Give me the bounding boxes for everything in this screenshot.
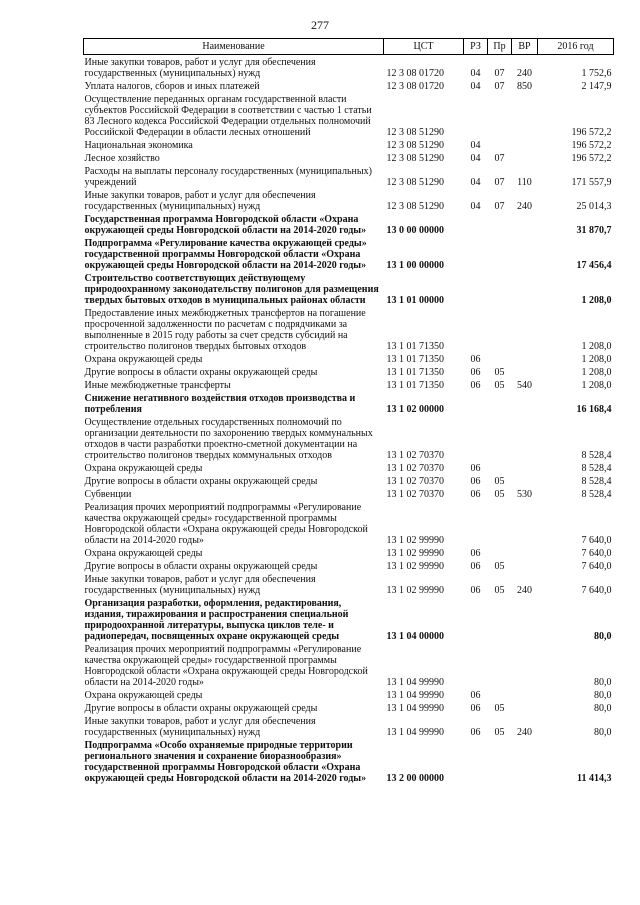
row-vr: 110 <box>517 177 532 188</box>
row-pr <box>488 738 512 784</box>
row-rz: 04 <box>470 153 481 164</box>
table-row <box>84 212 614 236</box>
row-cst: 13 1 02 70370 <box>386 476 444 487</box>
row-pr <box>488 415 512 461</box>
row-amount: 2 147,9 <box>581 81 612 92</box>
row-name: Осуществление переданных органам государственной власти субъектов Российской Федерации в соответствии с частью 1 статьи 83 Лесного кодекса Российской Федерации отдельных полномочий Российской Федерации в области лесных отношений <box>84 94 372 138</box>
row-amount: 8 528,4 <box>581 450 612 461</box>
row-vr <box>512 500 538 546</box>
row-name: Другие вопросы в области охраны окружающей среды <box>84 561 318 572</box>
row-pr <box>488 642 512 688</box>
row-vr <box>512 559 538 572</box>
table-row <box>84 415 614 461</box>
row-cst: 13 1 01 00000 <box>386 295 444 306</box>
table-row <box>84 352 614 365</box>
row-amount: 196 572,2 <box>571 127 612 138</box>
row-pr <box>488 271 512 306</box>
row-vr <box>512 596 538 642</box>
row-rz: 06 <box>470 367 481 378</box>
table-row <box>84 92 614 138</box>
col-header-year: 2016 год <box>538 39 614 55</box>
row-amount: 7 640,0 <box>581 561 612 572</box>
row-vr <box>512 212 538 236</box>
row-name: Охрана окружающей среды <box>84 463 203 474</box>
table-row <box>84 188 614 212</box>
row-cst: 13 1 01 71350 <box>386 367 444 378</box>
table-row <box>84 236 614 271</box>
row-rz: 06 <box>470 690 481 701</box>
row-cst: 12 3 08 51290 <box>386 127 444 138</box>
page-number: 277 <box>311 18 329 32</box>
row-pr <box>488 92 512 138</box>
row-cst: 13 0 00 00000 <box>386 225 444 236</box>
row-amount: 80,0 <box>594 690 612 701</box>
row-rz <box>464 500 488 546</box>
table-row <box>84 572 614 596</box>
row-rz <box>464 391 488 415</box>
row-cst: 13 1 01 71350 <box>386 354 444 365</box>
row-amount: 31 870,7 <box>576 225 612 236</box>
row-amount: 196 572,2 <box>571 140 612 151</box>
table-row <box>84 487 614 500</box>
table-row <box>84 164 614 188</box>
row-cst: 13 1 01 71350 <box>386 341 444 352</box>
row-vr <box>512 461 538 474</box>
row-amount: 8 528,4 <box>581 476 612 487</box>
row-rz: 06 <box>470 476 481 487</box>
row-vr <box>512 415 538 461</box>
row-amount: 1 208,0 <box>581 295 612 306</box>
row-pr: 05 <box>494 380 505 391</box>
row-cst: 12 3 08 01720 <box>386 68 444 79</box>
row-name: Государственная программа Новгородской области «Охрана окружающей среды Новгородской области на 2014-2020 годы» <box>84 214 367 236</box>
row-amount: 7 640,0 <box>581 535 612 546</box>
row-amount: 16 168,4 <box>576 404 612 415</box>
table-row <box>84 391 614 415</box>
col-header-rz: РЗ <box>464 39 488 55</box>
col-header-cst: ЦСТ <box>384 39 464 55</box>
row-vr <box>512 474 538 487</box>
row-rz: 06 <box>470 703 481 714</box>
row-pr: 05 <box>494 703 505 714</box>
row-vr <box>512 642 538 688</box>
row-vr <box>512 546 538 559</box>
row-vr <box>512 352 538 365</box>
row-name: Другие вопросы в области охраны окружающей среды <box>84 367 318 378</box>
row-pr: 07 <box>494 153 505 164</box>
row-rz: 04 <box>470 177 481 188</box>
row-pr <box>488 236 512 271</box>
row-name: Другие вопросы в области охраны окружающей среды <box>84 703 318 714</box>
row-pr: 05 <box>494 727 505 738</box>
row-cst: 13 1 02 99990 <box>386 561 444 572</box>
row-name: Предоставление иных межбюджетных трансфертов на погашение просроченной задолженности по расчетам с подрядчиками за выполненные в 2015 году работы за счет средств субсидий на строительство полигонов твердых бытовых отходов <box>84 308 366 352</box>
row-name: Иные межбюджетные трансферты <box>84 380 231 391</box>
table-row <box>84 55 614 80</box>
row-pr: 07 <box>494 201 505 212</box>
row-pr <box>488 596 512 642</box>
col-header-vr: ВР <box>512 39 538 55</box>
row-name: Иные закупки товаров, работ и услуг для обеспечения государственных (муниципальных) нужд <box>84 57 316 79</box>
row-amount: 80,0 <box>594 631 612 642</box>
row-pr <box>488 500 512 546</box>
row-vr <box>512 688 538 701</box>
row-name: Организация разработки, оформления, редактирования, издания, тиражирования и распространения специальной природоохранной литературы, выпуска циклов теле- и радиопередач, посвященных охране окружающей среды <box>84 598 349 642</box>
row-rz: 04 <box>470 140 481 151</box>
row-vr <box>512 236 538 271</box>
row-vr <box>512 92 538 138</box>
row-amount: 7 640,0 <box>581 548 612 559</box>
row-pr: 07 <box>494 177 505 188</box>
row-amount: 1 208,0 <box>581 354 612 365</box>
table-row <box>84 378 614 391</box>
row-name: Иные закупки товаров, работ и услуг для обеспечения государственных (муниципальных) нужд <box>84 574 316 596</box>
row-name: Подпрограмма «Регулирование качества окружающей среды» государственной программы Новгородской области «Охрана окружающей среды Новгородской области на 2014-2020 годы» <box>84 238 367 271</box>
row-amount: 1 208,0 <box>581 380 612 391</box>
row-vr <box>512 365 538 378</box>
row-name: Охрана окружающей среды <box>84 354 203 365</box>
row-amount: 7 640,0 <box>581 585 612 596</box>
row-name: Субвенции <box>84 489 132 500</box>
table-row <box>84 688 614 701</box>
row-name: Осуществление отдельных государственных полномочий по организации деятельности по захоронению твердых коммунальных отходов в части разработки проектно-сметной документации на строительство полигонов твердых коммунальных отходов <box>84 417 373 461</box>
col-header-name: Наименование <box>84 39 384 55</box>
row-name: Реализация прочих мероприятий подпрограммы «Регулирование качества окружающей среды» государственной программы Новгородской области «Охрана окружающей среды Новгородской области на 2014-2020 годы» <box>84 502 368 546</box>
row-pr <box>488 391 512 415</box>
table-row <box>84 500 614 546</box>
row-vr <box>512 306 538 352</box>
row-amount: 80,0 <box>594 703 612 714</box>
row-name: Охрана окружающей среды <box>84 548 203 559</box>
row-amount: 80,0 <box>594 677 612 688</box>
row-name: Охрана окружающей среды <box>84 690 203 701</box>
row-name: Лесное хозяйство <box>84 153 160 164</box>
row-rz: 06 <box>470 463 481 474</box>
table-row <box>84 306 614 352</box>
row-vr <box>512 701 538 714</box>
row-pr: 05 <box>494 367 505 378</box>
row-vr <box>512 271 538 306</box>
row-cst: 13 1 04 99990 <box>386 690 444 701</box>
row-cst: 13 1 02 70370 <box>386 489 444 500</box>
row-cst: 13 1 01 71350 <box>386 380 444 391</box>
row-pr: 07 <box>494 81 505 92</box>
row-amount: 80,0 <box>594 727 612 738</box>
row-cst: 13 1 04 99990 <box>386 727 444 738</box>
row-amount: 1 208,0 <box>581 341 612 352</box>
table-header-row <box>84 39 614 55</box>
budget-table <box>83 38 614 784</box>
table-row <box>84 474 614 487</box>
table-row <box>84 271 614 306</box>
row-amount: 25 014,3 <box>576 201 612 212</box>
row-rz <box>464 306 488 352</box>
row-rz: 04 <box>470 68 481 79</box>
row-vr <box>512 738 538 784</box>
row-pr: 05 <box>494 476 505 487</box>
row-cst: 13 1 02 70370 <box>386 450 444 461</box>
row-cst: 13 1 02 00000 <box>386 404 444 415</box>
row-amount: 196 572,2 <box>571 153 612 164</box>
row-amount: 11 414,3 <box>577 773 612 784</box>
row-vr <box>512 151 538 164</box>
row-amount: 8 528,4 <box>581 489 612 500</box>
row-rz <box>464 596 488 642</box>
row-pr: 05 <box>494 561 505 572</box>
row-rz: 06 <box>470 727 481 738</box>
row-rz: 06 <box>470 561 481 572</box>
row-rz: 06 <box>470 354 481 365</box>
table-row <box>84 138 614 151</box>
row-cst: 12 3 08 51290 <box>386 140 444 151</box>
row-pr <box>488 138 512 151</box>
row-cst: 12 3 08 01720 <box>386 81 444 92</box>
col-header-pr: Пр <box>488 39 512 55</box>
row-cst: 13 1 02 99990 <box>386 585 444 596</box>
table-row <box>84 461 614 474</box>
row-name: Расходы на выплаты персоналу государственных (муниципальных) учреждений <box>84 166 372 188</box>
table-row <box>84 546 614 559</box>
table-row <box>84 738 614 784</box>
row-rz: 06 <box>470 489 481 500</box>
row-amount: 1 752,6 <box>581 68 612 79</box>
row-vr: 540 <box>517 380 532 391</box>
table-row <box>84 642 614 688</box>
row-pr: 05 <box>494 489 505 500</box>
row-cst: 13 1 02 99990 <box>386 535 444 546</box>
row-rz: 04 <box>470 81 481 92</box>
row-amount: 1 208,0 <box>581 367 612 378</box>
row-vr <box>512 138 538 151</box>
row-rz <box>464 642 488 688</box>
row-name: Реализация прочих мероприятий подпрограммы «Регулирование качества окружающей среды» государственной программы Новгородской области «Охрана окружающей среды Новгородской области на 2014-2020 годы» <box>84 644 368 688</box>
row-vr: 530 <box>517 489 532 500</box>
row-rz <box>464 236 488 271</box>
table-row <box>84 559 614 572</box>
row-name: Строительство соответствующих действующему природоохранному законодательству полигонов для размещения твердых бытовых отходов в муниципальных районах области <box>84 273 379 306</box>
row-name: Снижение негативного воздействия отходов производства и потребления <box>84 393 356 415</box>
row-pr <box>488 306 512 352</box>
row-cst: 13 1 04 99990 <box>386 703 444 714</box>
row-rz <box>464 212 488 236</box>
table-row <box>84 365 614 378</box>
table-row <box>84 714 614 738</box>
row-name: Подпрограмма «Особо охраняемые природные территории регионального значения и сохранение биоразнообразия» государственной программы Новгородской области «Охрана окружающей среды Новгородской области на 2014-2020 годы» <box>84 740 367 784</box>
row-name: Национальная экономика <box>84 140 193 151</box>
row-cst: 12 3 08 51290 <box>386 153 444 164</box>
row-vr: 240 <box>517 68 532 79</box>
row-vr: 240 <box>517 727 532 738</box>
table-row <box>84 701 614 714</box>
row-pr <box>488 461 512 474</box>
row-amount: 171 557,9 <box>571 177 612 188</box>
row-pr <box>488 546 512 559</box>
row-cst: 13 2 00 00000 <box>386 773 444 784</box>
row-rz: 06 <box>470 380 481 391</box>
row-name: Иные закупки товаров, работ и услуг для обеспечения государственных (муниципальных) нужд <box>84 190 316 212</box>
table-row <box>84 596 614 642</box>
table-row <box>84 151 614 164</box>
row-amount: 17 456,4 <box>576 260 612 271</box>
row-pr <box>488 688 512 701</box>
row-rz: 06 <box>470 548 481 559</box>
row-vr: 850 <box>517 81 532 92</box>
row-cst: 13 1 00 00000 <box>386 260 444 271</box>
row-cst: 13 1 04 00000 <box>386 631 444 642</box>
row-vr <box>512 391 538 415</box>
row-pr: 07 <box>494 68 505 79</box>
row-pr: 05 <box>494 585 505 596</box>
row-pr <box>488 212 512 236</box>
row-pr <box>488 352 512 365</box>
row-rz <box>464 738 488 784</box>
row-rz: 06 <box>470 585 481 596</box>
row-name: Иные закупки товаров, работ и услуг для обеспечения государственных (муниципальных) нужд <box>84 716 316 738</box>
row-rz <box>464 92 488 138</box>
row-rz: 04 <box>470 201 481 212</box>
row-cst: 13 1 02 70370 <box>386 463 444 474</box>
row-cst: 13 1 02 99990 <box>386 548 444 559</box>
table-row <box>84 79 614 92</box>
row-cst: 13 1 04 99990 <box>386 677 444 688</box>
row-rz <box>464 415 488 461</box>
row-cst: 12 3 08 51290 <box>386 201 444 212</box>
row-vr: 240 <box>517 201 532 212</box>
row-name: Другие вопросы в области охраны окружающей среды <box>84 476 318 487</box>
row-vr: 240 <box>517 585 532 596</box>
row-name: Уплата налогов, сборов и иных платежей <box>84 81 260 92</box>
table-body <box>84 55 614 785</box>
row-rz <box>464 271 488 306</box>
row-amount: 8 528,4 <box>581 463 612 474</box>
row-cst: 12 3 08 51290 <box>386 177 444 188</box>
